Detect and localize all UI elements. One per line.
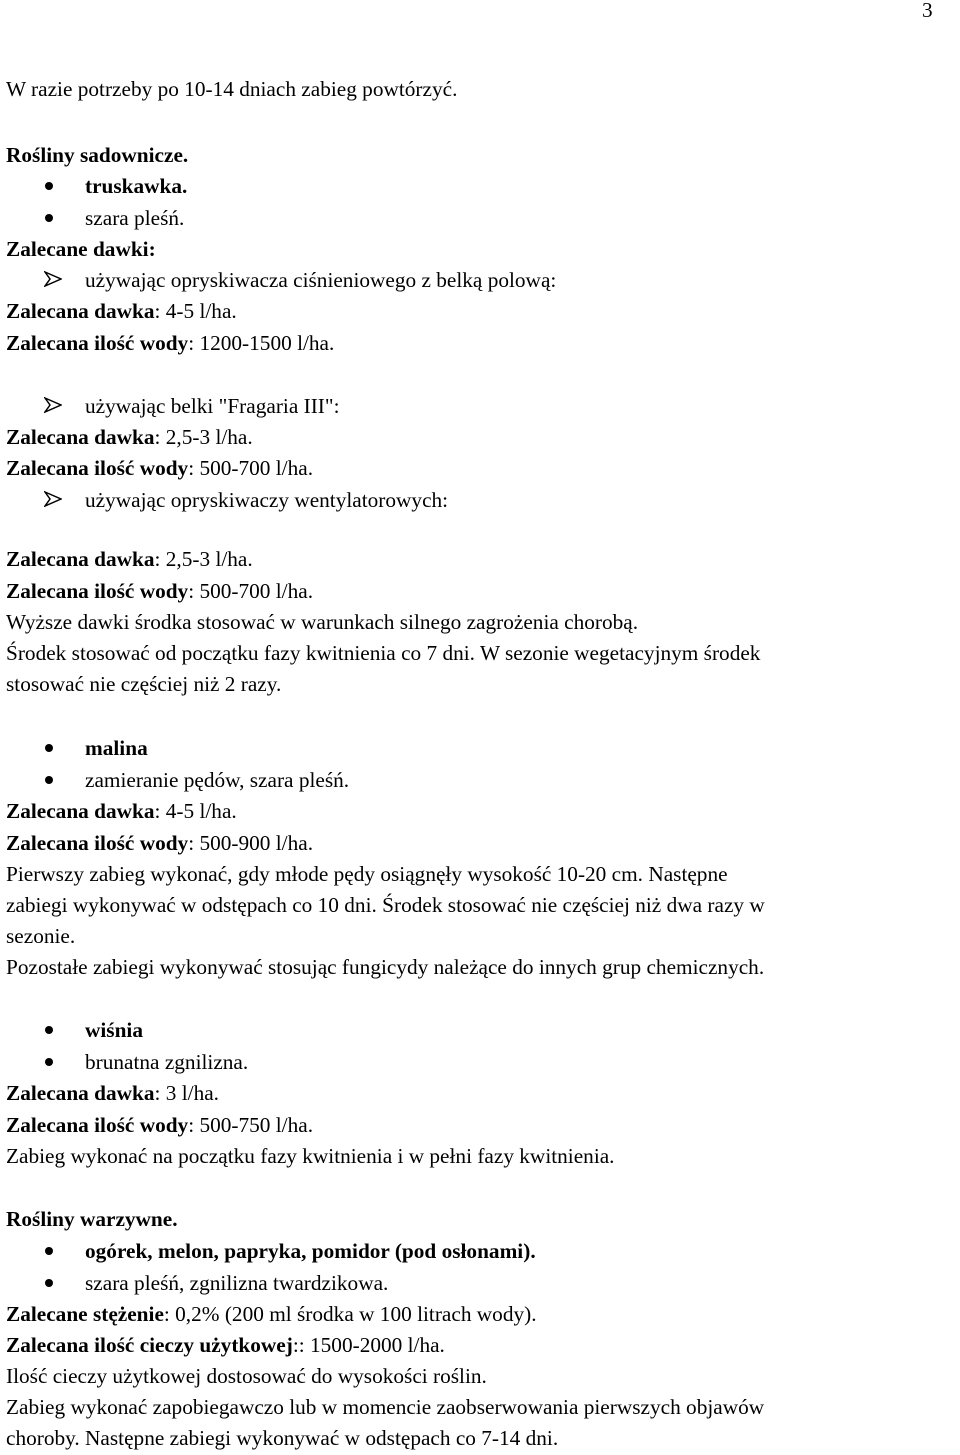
dose-line — [6, 425, 253, 450]
crop-strawberry: truskawka. — [85, 174, 188, 198]
section-heading-orchard: Rośliny sadownicze. — [6, 143, 189, 167]
water-label: Zalecana ilość wody — [6, 579, 189, 603]
concentration-value: : 0,2% (200 ml środka w 100 litrach wody). — [163, 1302, 537, 1326]
recommended-doses-heading: Zalecane dawki: — [6, 237, 156, 261]
paragraph: sezonie. — [6, 924, 76, 948]
disease-brown-rot: brunatna zgnilizna. — [85, 1050, 249, 1074]
repeat-note: W razie potrzeby po 10-14 dniach zabieg powtórzyć. — [6, 77, 458, 101]
water-line — [6, 1113, 313, 1138]
dose-label: Zalecana dawka — [6, 547, 155, 571]
water-value: : 500-900 l/ha. — [188, 831, 314, 855]
disease-grey-mould-sclerotinia: szara pleśń, zgnilizna twardzikowa. — [85, 1271, 389, 1295]
water-value: : 1200-1500 l/ha. — [188, 331, 335, 355]
dose-line — [6, 1081, 219, 1106]
water-line — [6, 331, 334, 356]
bullet-icon — [45, 1279, 53, 1287]
crop-cherry: wiśnia — [85, 1018, 143, 1042]
paragraph: Pozostałe zabiegi wykonywać stosując fungicydy należące do innych grup chemicznych. — [6, 955, 765, 979]
spray-liquid-line — [6, 1333, 445, 1358]
paragraph: zabiegi wykonywać w odstępach co 10 dni. Środek stosować nie częściej niż dwa razy w — [6, 893, 765, 917]
page-number: 3 — [922, 0, 933, 22]
paragraph: Pierwszy zabieg wykonać, gdy młode pędy osiągnęły wysokość 10-20 cm. Następne — [6, 862, 728, 886]
water-label: Zalecana ilość wody — [6, 456, 189, 480]
water-value: : 500-700 l/ha. — [188, 579, 314, 603]
bullet-icon — [45, 1247, 53, 1255]
bullet-icon — [45, 182, 53, 190]
dose-value: : 4-5 l/ha. — [154, 799, 237, 823]
paragraph: Zabieg wykonać zapobiegawczo lub w momencie zaobserwowania pierwszych objawów — [6, 1395, 765, 1419]
method-fan-sprayers: używając opryskiwaczy wentylatorowych: — [85, 488, 449, 512]
crop-raspberry: malina — [85, 736, 148, 760]
bullet-icon — [45, 1058, 53, 1066]
spray-liquid-value: :: 1500-2000 l/ha. — [292, 1333, 445, 1357]
water-value: : 500-700 l/ha. — [188, 456, 314, 480]
bullet-icon — [45, 776, 53, 784]
section-heading-vegetables: Rośliny warzywne. — [6, 1207, 178, 1231]
paragraph: Wyższe dawki środka stosować w warunkach silnego zagrożenia chorobą. — [6, 610, 639, 634]
method-boom-sprayer: używając opryskiwacza ciśnieniowego z belką polową: — [85, 268, 557, 292]
method-fragaria-boom: używając belki "Fragaria III": — [85, 394, 340, 418]
dose-label: Zalecana dawka — [6, 799, 155, 823]
water-label: Zalecana ilość wody — [6, 1113, 189, 1137]
disease-cane-dieback: zamieranie pędów, szara pleśń. — [85, 768, 350, 792]
water-line — [6, 456, 313, 481]
dose-value: : 3 l/ha. — [154, 1081, 219, 1105]
dose-value: : 4-5 l/ha. — [154, 299, 237, 323]
paragraph: choroby. Następne zabiegi wykonywać w odstępach co 7-14 dni. — [6, 1426, 559, 1450]
paragraph: stosować nie częściej niż 2 razy. — [6, 672, 282, 696]
dose-label: Zalecana dawka — [6, 1081, 155, 1105]
spray-liquid-label: Zalecana ilość cieczy użytkowej — [6, 1333, 293, 1357]
arrow-bullet-icon — [44, 271, 62, 287]
crop-vegetables: ogórek, melon, papryka, pomidor (pod osłonami). — [85, 1239, 536, 1263]
bullet-icon — [45, 214, 53, 222]
water-line — [6, 831, 313, 856]
water-line — [6, 579, 313, 604]
water-value: : 500-750 l/ha. — [188, 1113, 314, 1137]
bullet-icon — [45, 1026, 53, 1034]
water-label: Zalecana ilość wody — [6, 831, 189, 855]
paragraph: Zabieg wykonać na początku fazy kwitnienia i w pełni fazy kwitnienia. — [6, 1144, 615, 1168]
concentration-label: Zalecane stężenie — [6, 1302, 164, 1326]
concentration-line — [6, 1302, 537, 1327]
dose-line — [6, 799, 237, 824]
paragraph: Środek stosować od początku fazy kwitnienia co 7 dni. W sezonie wegetacyjnym środek — [6, 641, 761, 665]
dose-value: : 2,5-3 l/ha. — [154, 425, 253, 449]
dose-label: Zalecana dawka — [6, 299, 155, 323]
arrow-bullet-icon — [44, 491, 62, 507]
water-label: Zalecana ilość wody — [6, 331, 189, 355]
dose-line — [6, 547, 253, 572]
bullet-icon — [45, 744, 53, 752]
paragraph: Ilość cieczy użytkowej dostosować do wysokości roślin. — [6, 1364, 487, 1388]
dose-label: Zalecana dawka — [6, 425, 155, 449]
arrow-bullet-icon — [44, 397, 62, 413]
dose-value: : 2,5-3 l/ha. — [154, 547, 253, 571]
disease-grey-mould: szara pleśń. — [85, 206, 185, 230]
dose-line — [6, 299, 237, 324]
